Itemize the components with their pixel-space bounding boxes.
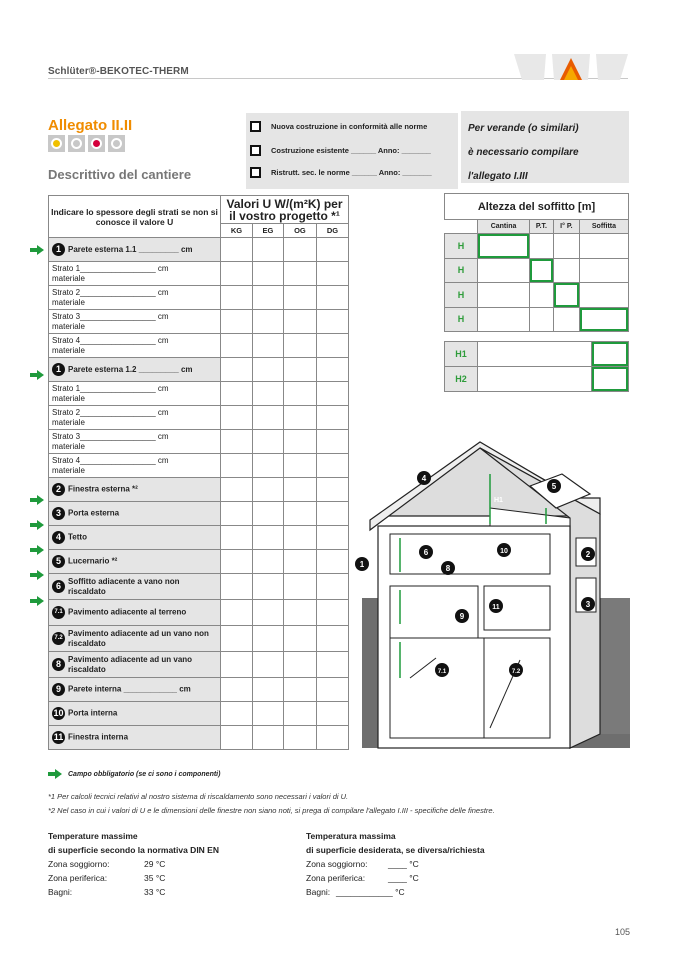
h2-cell[interactable] [592, 367, 629, 392]
component-number: 8 [52, 658, 65, 671]
temp-label: Zona soggiorno: [306, 859, 368, 869]
table-row [49, 726, 349, 750]
component-number: 5 [52, 555, 65, 568]
u-value-cell[interactable] [221, 310, 253, 334]
component-number: 11 [53, 732, 64, 742]
u-value-cell[interactable] [316, 334, 348, 358]
u-value-cell[interactable] [221, 262, 253, 286]
h1-cell[interactable] [592, 342, 629, 367]
checkbox-icon[interactable] [250, 121, 261, 132]
table-row [49, 626, 349, 652]
u-value-cell[interactable] [252, 430, 283, 454]
u-value-cell[interactable] [283, 626, 316, 652]
status-dots [48, 135, 125, 152]
u-value-cell[interactable] [316, 550, 348, 574]
row-text: Porta interna [68, 708, 118, 718]
u-value-cell[interactable] [283, 600, 316, 626]
green-arrow-icon [48, 769, 62, 779]
u-value-cell[interactable] [283, 382, 316, 406]
legend-text: Campo obbligatorio (se ci sono i componenti) [68, 770, 221, 778]
row-label [49, 310, 221, 334]
u-value-cell[interactable] [316, 600, 348, 626]
u-value-cell[interactable] [316, 574, 348, 600]
dim-h: H [406, 659, 412, 666]
u-value-cell[interactable] [283, 478, 316, 502]
check-label: Nuova costruzione in conformità alle norme [271, 122, 428, 131]
svg-text:7.1: 7.1 [437, 669, 447, 675]
green-arrow-icon [30, 596, 44, 606]
component-number: 2 [52, 483, 65, 496]
row-label [49, 478, 221, 502]
u-value-cell[interactable] [221, 478, 253, 502]
row-label [49, 600, 221, 626]
u-value-cell[interactable] [252, 652, 283, 678]
marker-1 [355, 557, 369, 571]
col-og: OG [283, 224, 316, 238]
col-soffitta: Soffitta [579, 220, 628, 234]
u-value-cell[interactable] [252, 310, 283, 334]
u-value-cell[interactable] [283, 310, 316, 334]
u-value-cell[interactable] [316, 238, 348, 262]
table-row [49, 502, 349, 526]
marker-7-1 [435, 663, 449, 677]
row-text: Strato 1_________________ cm materiale [52, 383, 169, 403]
table-row [49, 358, 349, 382]
h-label: H [445, 258, 478, 283]
table-row [49, 574, 349, 600]
row-label [49, 626, 221, 652]
veranda-line: Per verande (o similari) [468, 123, 579, 134]
u-value-cell[interactable] [283, 334, 316, 358]
u-value-cell[interactable] [252, 726, 283, 750]
marker-8 [441, 561, 455, 575]
component-number: 1 [52, 243, 65, 256]
row-text: Porta esterna [68, 508, 120, 518]
svg-text:6: 6 [423, 548, 429, 557]
component-number: 4 [52, 531, 65, 544]
marker-10 [497, 543, 511, 557]
check-existing[interactable] [250, 145, 431, 156]
u-value-cell[interactable] [283, 430, 316, 454]
row-label [49, 702, 221, 726]
u-value-cell[interactable] [316, 652, 348, 678]
u-value-cell[interactable] [221, 454, 253, 478]
u-value-cell[interactable] [316, 454, 348, 478]
u-value-cell[interactable] [316, 406, 348, 430]
u-value-cell[interactable] [221, 526, 253, 550]
temps-right-h2: di superficie desiderata, se diversa/richiesta [306, 845, 485, 855]
temps-left-h1: Temperature massime [48, 831, 138, 841]
row-label [49, 286, 221, 310]
page-subtitle: Descrittivo del cantiere [48, 167, 192, 182]
marker-2 [581, 547, 595, 561]
row-text: Parete esterna 1.2 _________ cm [68, 364, 193, 374]
ceiling-height-table [444, 193, 629, 332]
attic-height-table [444, 341, 629, 392]
u-value-cell[interactable] [221, 574, 253, 600]
u-value-cell[interactable] [252, 406, 283, 430]
u-value-cell[interactable] [252, 678, 283, 702]
row-label [49, 262, 221, 286]
temps-left-h2: di superficie secondo la normativa DIN EN [48, 845, 219, 855]
h-label: H [445, 307, 478, 332]
row-text: Pavimento adiacente al terreno [68, 607, 187, 617]
u-value-cell[interactable] [221, 626, 253, 652]
dot-gray [68, 135, 85, 152]
row-text: Soffitto adiacente a vano non riscaldato [68, 576, 180, 596]
brand-name: Schlüter®-BEKOTEC-THERM [48, 66, 189, 77]
checkbox-icon[interactable] [250, 167, 261, 178]
component-number: 7.1 [52, 606, 65, 619]
col-dg: DG [316, 224, 348, 238]
table-row [49, 430, 349, 454]
u-value-cell[interactable] [283, 726, 316, 750]
table-row [49, 652, 349, 678]
row-label [49, 726, 221, 750]
page-title: Allegato II.II [48, 117, 133, 134]
u-value-cell[interactable] [283, 454, 316, 478]
u-value-cell[interactable] [252, 626, 283, 652]
temp-input[interactable]: ____ °C [388, 859, 419, 869]
table-head-right: Valori U W/(m²K) per il vostro progetto *¹ [221, 196, 349, 224]
u-value-cell[interactable] [252, 382, 283, 406]
row-text: Strato 2_________________ cm materiale [52, 287, 169, 307]
svg-text:8: 8 [445, 564, 451, 573]
temp-value: 35 °C [144, 873, 166, 883]
u-value-cell[interactable] [283, 550, 316, 574]
u-value-cell[interactable] [252, 526, 283, 550]
table-row [49, 286, 349, 310]
u-value-cell[interactable] [221, 358, 253, 382]
temps-right-h1: Temperatura massima [306, 831, 396, 841]
svg-text:5: 5 [551, 482, 557, 491]
temps-desired [306, 829, 485, 899]
marker-7-2 [509, 663, 523, 677]
table-row [49, 526, 349, 550]
u-value-cell[interactable] [283, 574, 316, 600]
u-value-cell[interactable] [283, 502, 316, 526]
marker-3 [581, 597, 595, 611]
table-row [49, 600, 349, 626]
marker-4 [417, 471, 431, 485]
row-text: Strato 4_________________ cm materiale [52, 455, 169, 475]
table-row [49, 262, 349, 286]
green-arrow-icon [30, 495, 44, 505]
veranda-line: l'allegato I.III [468, 171, 528, 182]
dim-h: H [406, 607, 412, 614]
u-value-cell[interactable] [221, 502, 253, 526]
height-cell[interactable] [553, 283, 579, 308]
u-value-cell[interactable] [221, 600, 253, 626]
veranda-line: è necessario compilare [468, 147, 579, 158]
temp-value: 33 °C [144, 887, 166, 897]
row-text: Lucernario *² [68, 556, 118, 566]
brand-logo [514, 54, 628, 80]
u-value-cell[interactable] [252, 454, 283, 478]
u-value-cell[interactable] [283, 678, 316, 702]
row-label [49, 430, 221, 454]
dot-gray-2 [108, 135, 125, 152]
u-value-cell[interactable] [283, 526, 316, 550]
row-text: Pavimento adiacente ad un vano riscaldato [68, 654, 193, 674]
temp-input[interactable]: ____ °C [388, 873, 419, 883]
table-row [49, 238, 349, 262]
u-value-cell[interactable] [283, 238, 316, 262]
u-value-cell[interactable] [316, 702, 348, 726]
row-label [49, 550, 221, 574]
u-value-cell[interactable] [252, 550, 283, 574]
h1-label: H1 [445, 342, 478, 367]
dot-yellow [48, 135, 65, 152]
svg-text:4: 4 [421, 474, 427, 483]
row-text: Tetto [68, 532, 87, 542]
u-value-cell[interactable] [283, 262, 316, 286]
marker-6 [419, 545, 433, 559]
u-value-cell[interactable] [221, 286, 253, 310]
u-value-cell[interactable] [221, 726, 253, 750]
green-arrow-icon [30, 570, 44, 580]
check-renovation[interactable] [250, 167, 432, 178]
footnote-2: *2 Nel caso in cui i valori di U e le dimensioni delle finestre non siano noti, si prega di compilare l'allegato I.III - specifiche delle finestre. [48, 806, 495, 815]
u-value-cell[interactable] [221, 382, 253, 406]
component-number: 9 [52, 683, 65, 696]
svg-text:7.2: 7.2 [511, 669, 521, 675]
table-row [49, 406, 349, 430]
svg-text:11: 11 [492, 604, 500, 611]
row-text: Strato 2_________________ cm materiale [52, 407, 169, 427]
row-label [49, 238, 221, 262]
check-label: Costruzione esistente ______ Anno: _______ [271, 146, 431, 155]
u-value-cell[interactable] [252, 702, 283, 726]
h2-label: H2 [445, 367, 478, 392]
component-number: 1 [52, 363, 65, 376]
table-row [49, 678, 349, 702]
temps-standard [48, 829, 219, 899]
u-value-cell[interactable] [252, 358, 283, 382]
u-value-cell[interactable] [221, 652, 253, 678]
footnote-1: *1 Per calcoli tecnici relativi al nostro sistema di riscaldamento sono necessari i valori di U. [48, 792, 349, 801]
u-value-cell[interactable] [316, 626, 348, 652]
row-text: Parete esterna 1.1 _________ cm [68, 244, 193, 254]
row-label [49, 678, 221, 702]
u-value-cell[interactable] [316, 726, 348, 750]
u-value-cell[interactable] [316, 286, 348, 310]
u-value-cell[interactable] [316, 358, 348, 382]
u-value-cell[interactable] [316, 382, 348, 406]
u-value-cell[interactable] [252, 286, 283, 310]
component-number: 7.2 [52, 632, 65, 645]
green-arrow-icon [30, 545, 44, 555]
h-label: H [445, 234, 478, 259]
row-text: Strato 3_________________ cm materiale [52, 431, 169, 451]
marker-9 [455, 609, 469, 623]
col-pt: P.T. [530, 220, 554, 234]
check-label: Ristrutt. sec. le norme ______ Anno: _______ [271, 168, 432, 177]
temp-label: Zona periferica: [306, 873, 366, 883]
table-row [49, 478, 349, 502]
svg-text:2: 2 [585, 550, 591, 559]
house-diagram [350, 438, 630, 750]
u-value-cell[interactable] [252, 574, 283, 600]
height-cell[interactable] [530, 258, 554, 283]
u-value-cell[interactable] [252, 478, 283, 502]
u-value-cell[interactable] [221, 238, 253, 262]
dim-h2: H2 [530, 517, 539, 524]
row-label [49, 652, 221, 678]
u-value-cell[interactable] [252, 262, 283, 286]
h-label: H [445, 283, 478, 308]
u-value-cell[interactable] [316, 678, 348, 702]
col-kg: KG [221, 224, 253, 238]
row-label [49, 502, 221, 526]
u-value-cell[interactable] [316, 478, 348, 502]
dim-h: H [406, 555, 412, 562]
mandatory-legend [48, 769, 220, 779]
u-value-cell[interactable] [316, 502, 348, 526]
u-value-cell[interactable] [221, 550, 253, 574]
table-row [49, 310, 349, 334]
dim-h1: H1 [494, 497, 503, 504]
u-value-cell[interactable] [283, 286, 316, 310]
svg-text:1: 1 [359, 560, 365, 569]
temp-label: Bagni: [306, 887, 331, 897]
u-value-cell[interactable] [221, 678, 253, 702]
u-value-cell[interactable] [316, 430, 348, 454]
checkbox-icon[interactable] [250, 145, 261, 156]
u-value-cell[interactable] [221, 406, 253, 430]
temp-label: Bagni: [48, 887, 73, 897]
dot-red [88, 135, 105, 152]
row-label [49, 358, 221, 382]
row-label [49, 574, 221, 600]
veranda-note [461, 111, 629, 183]
height-cell[interactable] [579, 307, 628, 332]
temp-input[interactable]: ____________ °C [336, 887, 405, 897]
table-row [49, 454, 349, 478]
row-text: Finestra esterna *² [68, 484, 138, 494]
u-value-cell[interactable] [252, 502, 283, 526]
green-arrow-icon [30, 370, 44, 380]
col-eg: EG [252, 224, 283, 238]
green-arrow-icon [30, 520, 44, 530]
row-text: Finestra interna [68, 732, 129, 742]
u-value-cell[interactable] [221, 334, 253, 358]
height-title: Altezza del soffitto [m] [445, 194, 629, 220]
table-head-left: Indicare lo spessore degli strati se non si conosce il valore U [49, 196, 221, 238]
row-text: Strato 3_________________ cm materiale [52, 311, 169, 331]
row-label [49, 334, 221, 358]
u-value-cell[interactable] [283, 358, 316, 382]
component-number: 3 [52, 507, 65, 520]
height-cell[interactable] [478, 234, 530, 259]
component-number: 6 [52, 580, 65, 593]
u-value-cell[interactable] [221, 702, 253, 726]
u-value-cell[interactable] [252, 334, 283, 358]
marker-5 [547, 479, 561, 493]
temp-label: Zona periferica: [48, 873, 108, 883]
table-row [49, 382, 349, 406]
u-value-cell[interactable] [283, 406, 316, 430]
row-text: Parete interna ____________ cm [68, 684, 191, 694]
svg-text:10: 10 [500, 548, 508, 555]
row-label [49, 382, 221, 406]
temp-value: 29 °C [144, 859, 166, 869]
svg-text:9: 9 [459, 612, 465, 621]
construction-type-box [246, 113, 458, 189]
col-ip: I° P. [553, 220, 579, 234]
u-values-table [48, 195, 349, 750]
svg-text:3: 3 [585, 600, 591, 609]
u-value-cell[interactable] [221, 430, 253, 454]
table-row [49, 334, 349, 358]
u-value-cell[interactable] [316, 262, 348, 286]
temp-label: Zona soggiorno: [48, 859, 110, 869]
green-arrow-icon [30, 245, 44, 255]
table-row [49, 702, 349, 726]
row-text: Strato 1_________________ cm materiale [52, 263, 169, 283]
row-text: Pavimento adiacente ad un vano non riscaldato [68, 628, 209, 648]
marker-11 [489, 599, 503, 613]
u-value-cell[interactable] [316, 310, 348, 334]
row-text: Strato 4_________________ cm materiale [52, 335, 169, 355]
row-label [49, 454, 221, 478]
u-value-cell[interactable] [252, 238, 283, 262]
component-number: 10 [53, 708, 64, 718]
row-label [49, 406, 221, 430]
u-value-cell[interactable] [283, 652, 316, 678]
height-corner [445, 220, 478, 234]
col-cantina: Cantina [478, 220, 530, 234]
u-value-cell[interactable] [252, 600, 283, 626]
table-row [49, 550, 349, 574]
u-value-cell[interactable] [283, 702, 316, 726]
check-new[interactable] [250, 121, 427, 132]
page-number: 105 [615, 927, 631, 937]
u-value-cell[interactable] [316, 526, 348, 550]
row-label [49, 526, 221, 550]
